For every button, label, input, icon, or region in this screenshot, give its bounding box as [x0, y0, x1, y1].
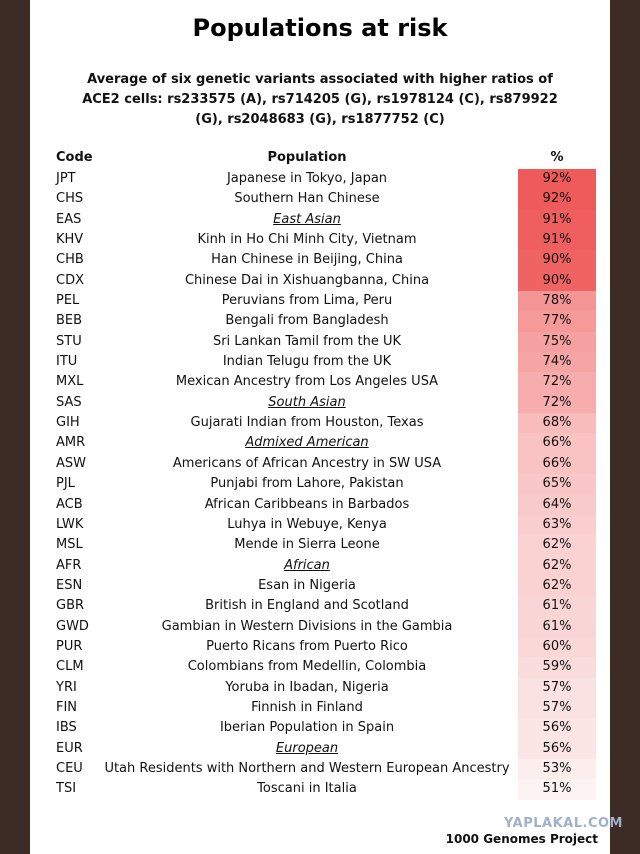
row-code: AMR: [56, 435, 86, 451]
row-code: ITU: [56, 354, 78, 370]
table-row: [30, 657, 610, 677]
row-percent: 66%: [518, 433, 596, 453]
row-population: East Asian: [273, 211, 341, 227]
table-row: [30, 718, 610, 738]
row-population: South Asian: [268, 394, 346, 410]
table-row: [30, 495, 610, 515]
row-code: SAS: [56, 394, 82, 410]
table-row: [30, 617, 610, 637]
row-percent: 61%: [518, 617, 596, 637]
row-percent: 56%: [518, 739, 596, 759]
row-code: GWD: [56, 618, 89, 634]
row-percent: 91%: [518, 210, 596, 230]
column-header-code: Code: [56, 150, 93, 165]
row-percent: 62%: [518, 535, 596, 555]
row-code: BEB: [56, 313, 83, 329]
row-population: Gujarati Indian from Houston, Texas: [190, 415, 424, 431]
row-code: CHB: [56, 252, 84, 268]
row-code: MXL: [56, 374, 84, 390]
row-population: Americans of African Ancestry in SW USA: [172, 455, 442, 471]
row-population: African Caribbeans in Barbados: [204, 496, 410, 512]
row-population: Mexican Ancestry from Los Angeles USA: [175, 374, 439, 390]
row-code: STU: [56, 333, 82, 349]
row-population: Kinh in Ho Chi Minh City, Vietnam: [197, 232, 417, 248]
table-row: [30, 759, 610, 779]
row-code: LWK: [56, 516, 84, 532]
table-row: [30, 352, 610, 372]
row-percent: 90%: [518, 250, 596, 270]
table-row: [30, 433, 610, 453]
table-row: [30, 739, 610, 759]
row-population: Bengali from Bangladesh: [225, 313, 389, 329]
row-population: Puerto Ricans from Puerto Rico: [206, 638, 408, 654]
row-percent: 75%: [518, 332, 596, 352]
row-code: CDX: [56, 272, 84, 288]
row-percent: 77%: [518, 311, 596, 331]
row-percent: 62%: [518, 576, 596, 596]
table-row: [30, 556, 610, 576]
row-percent: 62%: [518, 556, 596, 576]
table-row: [30, 210, 610, 230]
row-population: African: [284, 557, 330, 573]
row-percent: 65%: [518, 474, 596, 494]
row-code: PUR: [56, 638, 83, 654]
table-row: [30, 576, 610, 596]
page-subtitle: Average of six genetic variants associated with higher ratios of ACE2 cells: rs233575 (A), rs714205 (G), rs1978124 (C), rs879922 (G), rs2048683 (G), rs1877752 (C): [82, 72, 558, 127]
row-percent: 53%: [518, 759, 596, 779]
table-row: [30, 271, 610, 291]
row-percent: 57%: [518, 678, 596, 698]
watermark-text: YAPLAKAL.COM: [504, 816, 623, 831]
row-percent: 72%: [518, 372, 596, 392]
row-percent: 57%: [518, 698, 596, 718]
row-percent: 92%: [518, 169, 596, 189]
row-code: ASW: [56, 455, 86, 471]
column-header-population: Population: [267, 150, 347, 165]
row-population: Gambian in Western Divisions in the Gambia: [161, 618, 453, 634]
row-population: Yoruba in Ibadan, Nigeria: [225, 679, 389, 695]
row-code: EUR: [56, 740, 83, 756]
table-row: [30, 698, 610, 718]
row-population: Toscani in Italia: [257, 781, 357, 797]
row-population: Finnish in Finland: [251, 699, 363, 715]
table-row: [30, 189, 610, 209]
table-row: [30, 637, 610, 657]
table-row: [30, 393, 610, 413]
row-percent: 59%: [518, 657, 596, 677]
column-header-percent: %: [550, 150, 564, 165]
row-population: Japanese in Tokyo, Japan: [226, 171, 388, 186]
table-row: [30, 169, 610, 189]
row-code: AFR: [56, 557, 82, 573]
row-population: Iberian Population in Spain: [219, 720, 395, 736]
table-sheet: [30, 0, 623, 854]
row-code: PEL: [56, 293, 80, 309]
table-row: [30, 515, 610, 535]
row-population: Sri Lankan Tamil from the UK: [212, 333, 402, 349]
row-code: PJL: [56, 476, 75, 492]
row-population: Southern Han Chinese: [234, 191, 380, 207]
row-code: ACB: [56, 496, 83, 512]
row-population: Utah Residents with Northern and Western European Ancestry: [104, 760, 510, 776]
row-code: GBR: [56, 598, 85, 614]
row-percent: 63%: [518, 515, 596, 535]
table-row: [30, 372, 610, 392]
row-code: IBS: [56, 720, 77, 736]
source-footer: 1000 Genomes Project: [445, 832, 598, 846]
row-code: CHS: [56, 191, 84, 207]
row-population: Admixed American: [245, 435, 369, 451]
table-body: [30, 169, 610, 800]
table-row: [30, 250, 610, 270]
row-percent: 91%: [518, 230, 596, 250]
row-code: YRI: [56, 679, 77, 695]
row-code: MSL: [56, 537, 83, 553]
row-percent: 68%: [518, 413, 596, 433]
row-percent: 92%: [518, 189, 596, 209]
row-population: Colombians from Medellin, Colombia: [187, 659, 427, 675]
page-title: Populations at risk: [192, 14, 448, 42]
row-population: European: [275, 740, 339, 756]
row-percent: 60%: [518, 637, 596, 657]
row-population: Chinese Dai in Xishuangbanna, China: [184, 272, 430, 288]
table-row: [30, 596, 610, 616]
table-row: [30, 230, 610, 250]
row-percent: 61%: [518, 596, 596, 616]
table-row: [30, 413, 610, 433]
row-percent: 64%: [518, 495, 596, 515]
row-population: Mende in Sierra Leone: [234, 537, 380, 553]
row-population: Peruvians from Lima, Peru: [221, 293, 393, 309]
row-population: British in England and Scotland: [205, 598, 409, 614]
row-code: EAS: [56, 211, 82, 227]
table-row: [30, 535, 610, 555]
table-row: [30, 779, 610, 799]
row-percent: 56%: [518, 718, 596, 738]
table-row: [30, 454, 610, 474]
row-population: Han Chinese in Beijing, China: [211, 252, 403, 268]
row-code: KHV: [56, 232, 84, 248]
table-row: [30, 678, 610, 698]
row-percent: 66%: [518, 454, 596, 474]
table-row: [30, 332, 610, 352]
row-code: GIH: [56, 415, 80, 431]
row-population: Esan in Nigeria: [258, 577, 356, 593]
row-percent: 72%: [518, 393, 596, 413]
row-population: Luhya in Webuye, Kenya: [227, 516, 387, 532]
row-percent: 90%: [518, 271, 596, 291]
row-percent: 78%: [518, 291, 596, 311]
table-row: [30, 291, 610, 311]
row-percent: 74%: [518, 352, 596, 372]
row-code: JPT: [56, 171, 76, 186]
row-code: CEU: [56, 760, 83, 776]
row-percent: 51%: [518, 779, 596, 799]
row-code: ESN: [56, 577, 83, 593]
table-row: [30, 311, 610, 331]
table-row: [30, 474, 610, 494]
row-code: TSI: [56, 781, 77, 797]
row-code: FIN: [56, 699, 78, 715]
row-population: Indian Telugu from the UK: [222, 354, 392, 370]
row-population: Punjabi from Lahore, Pakistan: [210, 476, 404, 492]
row-code: CLM: [56, 659, 84, 675]
